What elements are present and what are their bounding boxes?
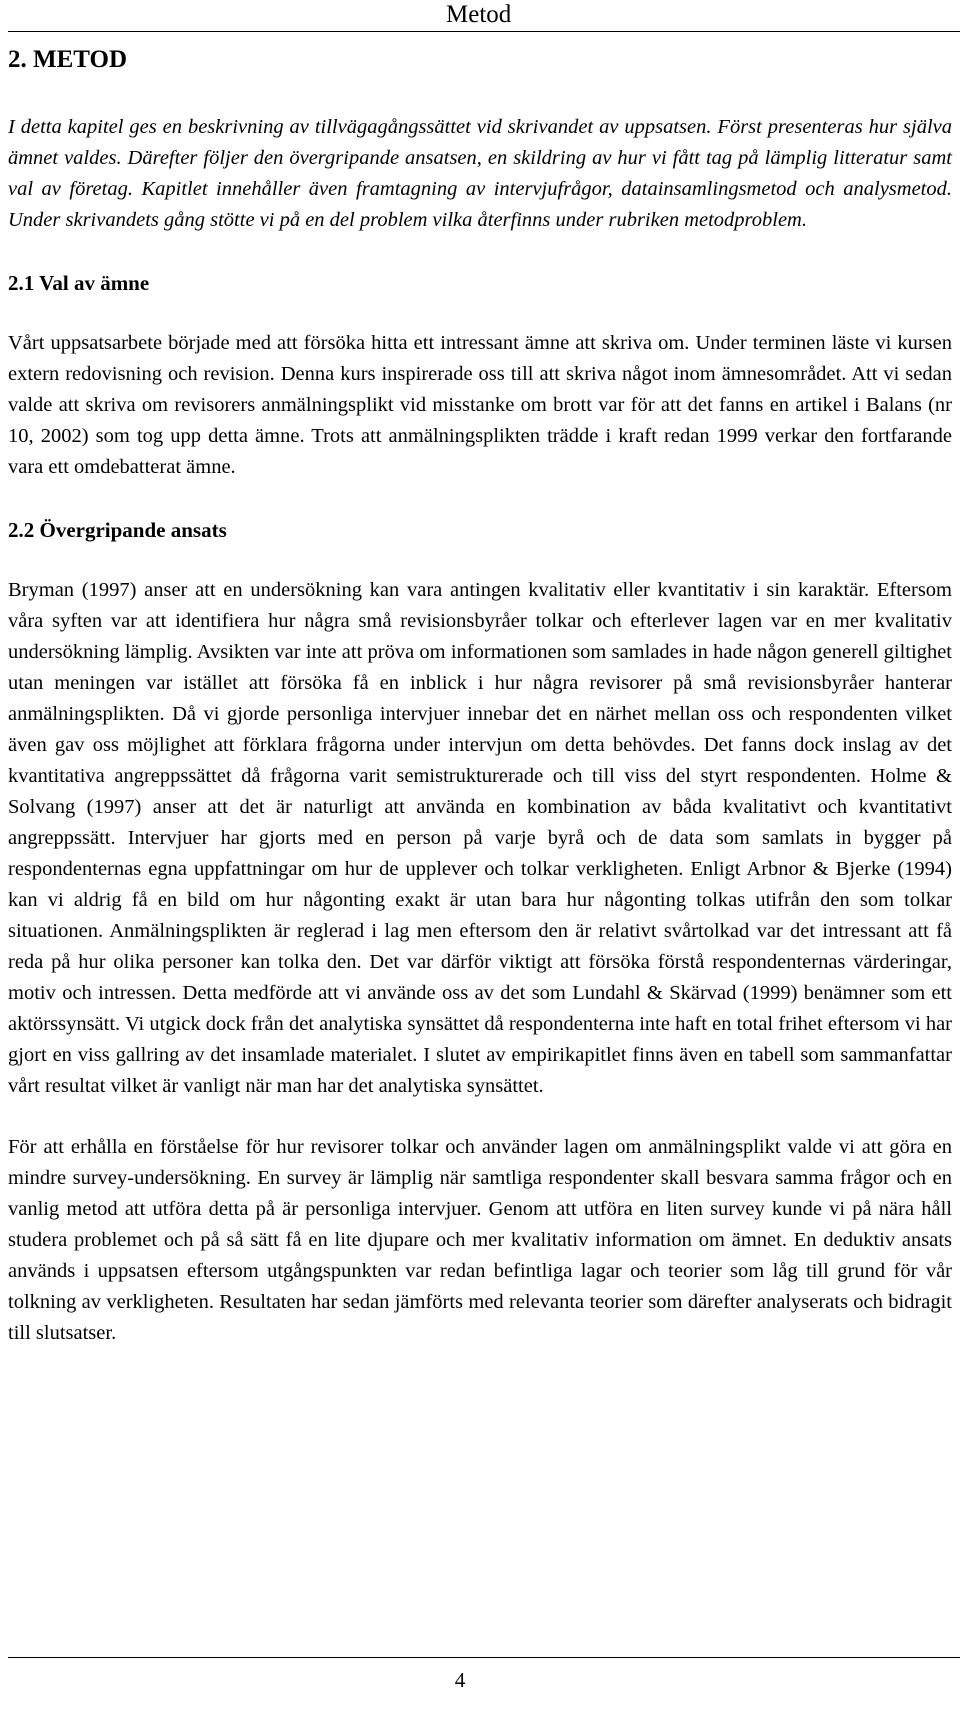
- page-number: 4: [454, 1668, 466, 1692]
- section-paragraph: Bryman (1997) anser att en undersökning kan vara antingen kvalitativ eller kvantitativ i sin karaktär. Eftersom våra syften var att identifiera hur några små revisionsbyråer tolkar och efterlever lagen var en mer kvalitativ undersökning lämplig. Avsikten var inte att pröva om informationen som samlades in hade någon generell giltighet utan meningen var istället att försöka få en inblick i hur några revisorer på små revisionsbyråer hanterar anmälningsplikten. Då vi gjorde personliga intervjuer innebar det en närhet mellan oss och respondenten vilket även gav oss möjlighet att förklara frågorna under intervjun om detta behövdes. Det fanns dock inslag av det kvantitativa angreppssättet då frågorna varit semistrukturerade och till viss del styrt respondenten. Holme & Solvang (1997) anser att det är naturligt att använda en kombination av båda kvalitativt och kvantitativt angreppssätt. Intervjuer har gjorts med en person på varje byrå och de data som samlats in bygger på respondenternas egna uppfattningar om hur de upplever och tolkar verkligheten. Enligt Arbnor & Bjerke (1994) kan vi aldrig få en bild om hur någonting exakt är utan bara hur någonting tolkas utifrån den som tolkar situationen. Anmälningsplikten är reglerad i lag men eftersom den är relativt svårtolkad var det intressant att få reda på hur olika personer kan tolka den. Det var därför viktigt att försöka förstå respondenternas värderingar, motiv och intressen. Detta medförde att vi använde oss av det som Lundahl & Skärvad (1999) benämner som ett aktörssynsätt. Vi utgick dock från det analytiska synsättet då respondenterna inte haft en total frihet eftersom vi har gjort en viss gallring av det insamlade materialet. I slutet av empirikapitlet finns även en tabell som sammanfattar vårt resultat vilket är vanligt när man har det analytiska synsättet.: [8, 579, 952, 1097]
- chapter-intro-paragraph: I detta kapitel ges en beskrivning av tillvägagångssättet vid skrivandet av uppsatsen. Först presenteras hur själva ämnet valdes. Därefter följer den övergripande ansatsen, en skildring av hur vi fått tag på lämplig litteratur samt val av företag. Kapitlet innehåller även framtagning av intervjufrågor, datainsamlingsmetod och analysmetod. Under skrivandets gång stötte vi på en del problem vilka återfinns under rubriken metodproblem.: [8, 116, 952, 231]
- chapter-title: 2. METOD: [8, 46, 127, 73]
- running-header: [0, 0, 960, 32]
- header-rule: [8, 31, 960, 32]
- section-title-overgripande-ansats: 2.2 Övergripande ansats: [8, 518, 227, 542]
- footer-rule: [8, 1657, 960, 1658]
- section-title-val-av-amne: 2.1 Val av ämne: [8, 271, 150, 295]
- section-paragraph: För att erhålla en förståelse för hur revisorer tolkar och använder lagen om anmälningsplikt valde vi att göra en mindre survey-undersökning. En survey är lämplig när samtliga respondenter skall besvara samma frågor och en vanlig metod att utföra detta på är personliga intervjuer. Genom att utföra en liten survey kunde vi på nära håll studera problemet och på så sätt få en lite djupare och mer kvalitativ information om ämnet. En deduktiv ansats används i uppsatsen eftersom utgångspunkten var redan befintliga lagar och teorier som låg till grund för vår tolkning av verkligheten. Resultaten har sedan jämförts med relevanta teorier som därefter analyserats och bidragit till slutsatser.: [8, 1136, 952, 1344]
- page-content: [8, 40, 952, 1349]
- section-paragraph: Vårt uppsatsarbete började med att försöka hitta ett intressant ämne att skriva om. Under terminen läste vi kursen extern redovisning och revision. Denna kurs inspirerade oss till att skriva något inom ämnesområdet. Att vi sedan valde att skriva om revisorers anmälningsplikt vid misstanke om brott var för att det fanns en artikel i Balans (nr 10, 2002) som tog upp detta ämne. Trots att anmälningsplikten trädde i kraft redan 1999 verkar den fortfarande vara ett omdebatterat ämne.: [8, 332, 952, 478]
- running-header-title: Metod: [446, 1, 512, 28]
